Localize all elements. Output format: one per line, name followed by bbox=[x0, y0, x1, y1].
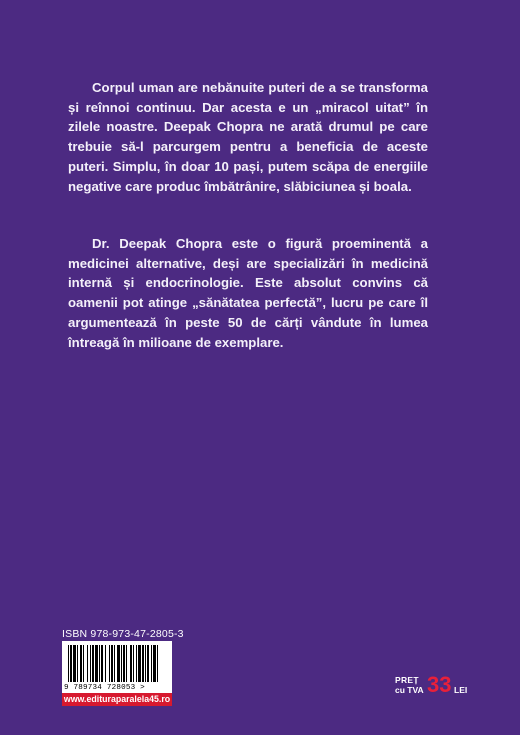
barcode-bars bbox=[68, 645, 166, 682]
price-label: PREȚ bbox=[395, 675, 419, 685]
description-paragraph: Corpul uman are nebănuite puteri de a se transforma și reînnoi continuu. Dar acesta e un „miracol uitat” în zilele noastre. Deepak Chopra ne arată drumul pe care trebuie să-l parcurgem pentru a beneficia de aceste puteri. Simplu, în doar 10 pași, putem scăpa de energiile negative care produc îmbătrânire, slăbiciunea și boala. bbox=[68, 80, 428, 194]
isbn-label: ISBN 978-973-47-2805-3 bbox=[62, 628, 184, 640]
price-currency: LEI bbox=[454, 685, 468, 695]
publisher-url: www.edituraparalela45.ro bbox=[63, 694, 171, 704]
price-tax-label: cu TVA bbox=[395, 685, 424, 695]
price-value: 33 bbox=[427, 672, 452, 697]
author-bio-paragraph: Dr. Deepak Chopra este o figură proeminentă a medicinei alternative, deși are specializări în medicină internă și endocrinologie. Este absolut convins că oamenii pot atinge „sănătatea perfectă”, lucru pe care îl argumentează în peste 50 de cărți vândute în lumea întreagă în milioane de exemplare. bbox=[68, 236, 428, 350]
barcode-digits: 9 789734 728053 > bbox=[64, 684, 145, 692]
barcode bbox=[62, 641, 172, 693]
price-tag bbox=[395, 674, 485, 698]
